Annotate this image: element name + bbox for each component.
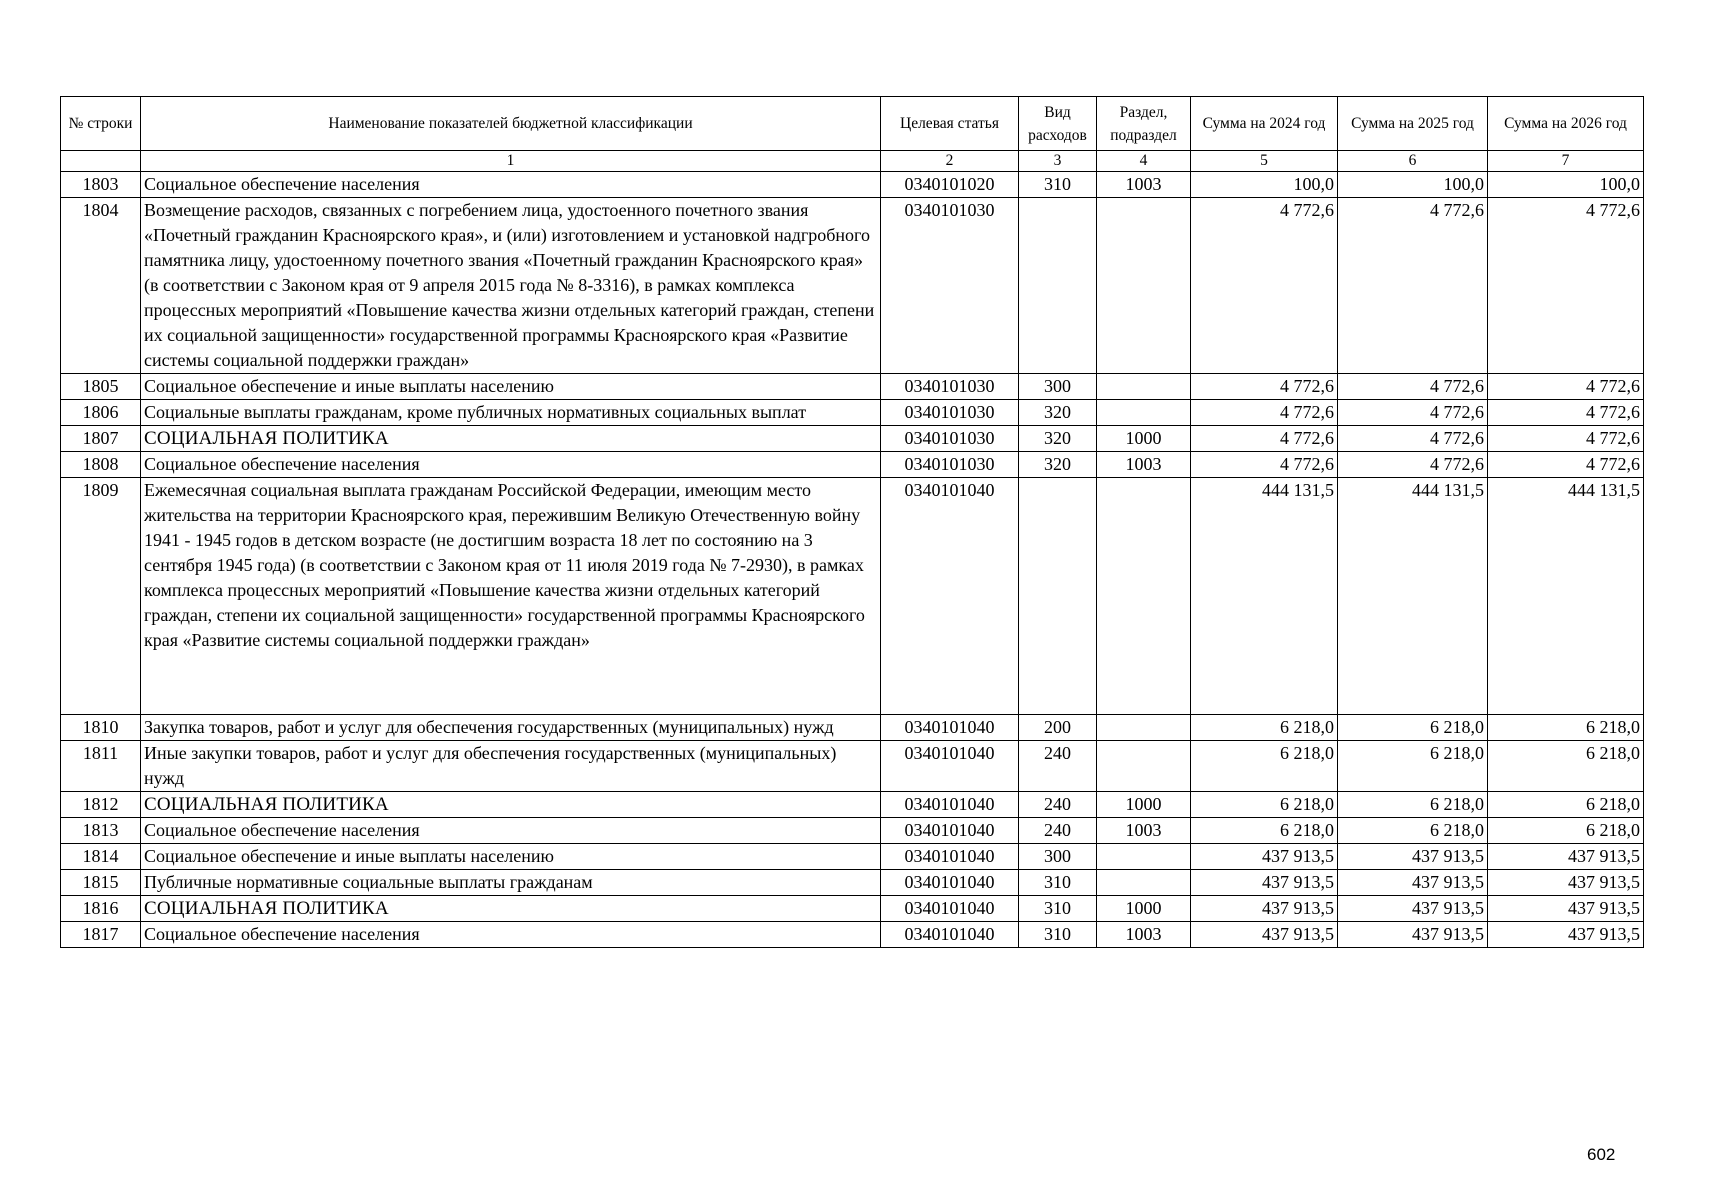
column-number: 3 xyxy=(1019,151,1097,172)
table-row xyxy=(61,172,1644,198)
row-expense-type: 300 xyxy=(1019,374,1097,400)
row-number: 1816 xyxy=(61,896,141,922)
row-expense-type: 240 xyxy=(1019,741,1097,792)
row-sum-2024: 437 913,5 xyxy=(1191,922,1338,948)
row-name: Возмещение расходов, связанных с погребением лица, удостоенного почетного звания «Почетный гражданин Красноярского края», и (или) изготовлением и установкой надгробного памятника лицу, удостоенному почетного звания «Почетный гражданин Красноярского края» (в соответствии с Законом края от 9 апреля 2015 года № 8-3316), в рамках комплекса процессных мероприятий «Повышение качества жизни отдельных категорий граждан, степени их социальной защищенности» государственной программы Красноярского края «Развитие системы социальной поддержки граждан» xyxy=(141,198,881,374)
row-number: 1805 xyxy=(61,374,141,400)
row-sum-2026: 444 131,5 xyxy=(1488,478,1644,715)
row-sum-2025: 4 772,6 xyxy=(1338,198,1488,374)
row-sum-2025: 4 772,6 xyxy=(1338,400,1488,426)
row-section xyxy=(1097,198,1191,374)
row-sum-2026: 100,0 xyxy=(1488,172,1644,198)
column-number: 7 xyxy=(1488,151,1644,172)
row-section xyxy=(1097,715,1191,741)
table-row xyxy=(61,896,1644,922)
row-target-article: 0340101020 xyxy=(881,172,1019,198)
row-section xyxy=(1097,478,1191,715)
row-target-article: 0340101030 xyxy=(881,198,1019,374)
row-sum-2024: 4 772,6 xyxy=(1191,426,1338,452)
row-number: 1814 xyxy=(61,844,141,870)
row-number: 1803 xyxy=(61,172,141,198)
row-number: 1815 xyxy=(61,870,141,896)
row-expense-type: 310 xyxy=(1019,922,1097,948)
row-sum-2026: 4 772,6 xyxy=(1488,426,1644,452)
row-target-article: 0340101040 xyxy=(881,478,1019,715)
table-row xyxy=(61,400,1644,426)
row-sum-2026: 437 913,5 xyxy=(1488,922,1644,948)
row-sum-2024: 6 218,0 xyxy=(1191,818,1338,844)
header-expense-type: Вид расходов xyxy=(1019,97,1097,151)
row-sum-2025: 4 772,6 xyxy=(1338,452,1488,478)
table-row xyxy=(61,198,1644,374)
row-expense-type: 200 xyxy=(1019,715,1097,741)
row-sum-2024: 437 913,5 xyxy=(1191,870,1338,896)
row-section: 1003 xyxy=(1097,452,1191,478)
row-expense-type: 320 xyxy=(1019,400,1097,426)
row-expense-type xyxy=(1019,478,1097,715)
row-sum-2024: 100,0 xyxy=(1191,172,1338,198)
row-section: 1000 xyxy=(1097,896,1191,922)
row-target-article: 0340101040 xyxy=(881,896,1019,922)
row-sum-2025: 6 218,0 xyxy=(1338,818,1488,844)
row-sum-2025: 100,0 xyxy=(1338,172,1488,198)
row-sum-2026: 6 218,0 xyxy=(1488,792,1644,818)
page-number: 602 xyxy=(1587,1145,1616,1164)
row-section: 1003 xyxy=(1097,172,1191,198)
table-row xyxy=(61,922,1644,948)
row-expense-type: 240 xyxy=(1019,818,1097,844)
row-sum-2024: 4 772,6 xyxy=(1191,198,1338,374)
budget-classification-table xyxy=(60,96,1644,948)
row-target-article: 0340101040 xyxy=(881,792,1019,818)
row-name: СОЦИАЛЬНАЯ ПОЛИТИКА xyxy=(141,426,881,452)
table-row xyxy=(61,426,1644,452)
row-number: 1807 xyxy=(61,426,141,452)
row-sum-2025: 6 218,0 xyxy=(1338,741,1488,792)
row-section: 1000 xyxy=(1097,792,1191,818)
row-number: 1811 xyxy=(61,741,141,792)
row-number: 1813 xyxy=(61,818,141,844)
table-row xyxy=(61,870,1644,896)
table-row xyxy=(61,452,1644,478)
row-sum-2026: 4 772,6 xyxy=(1488,400,1644,426)
row-name: Социальное обеспечение и иные выплаты населению xyxy=(141,374,881,400)
row-target-article: 0340101040 xyxy=(881,922,1019,948)
row-sum-2026: 437 913,5 xyxy=(1488,870,1644,896)
table-row xyxy=(61,792,1644,818)
row-sum-2025: 4 772,6 xyxy=(1338,374,1488,400)
row-sum-2025: 4 772,6 xyxy=(1338,426,1488,452)
header-target-article: Целевая статья xyxy=(881,97,1019,151)
column-number-blank xyxy=(61,151,141,172)
row-expense-type: 320 xyxy=(1019,426,1097,452)
column-number: 4 xyxy=(1097,151,1191,172)
row-name: Иные закупки товаров, работ и услуг для обеспечения государственных (муниципальных) нужд xyxy=(141,741,881,792)
row-section xyxy=(1097,870,1191,896)
row-number: 1809 xyxy=(61,478,141,715)
row-sum-2026: 4 772,6 xyxy=(1488,198,1644,374)
column-number: 5 xyxy=(1191,151,1338,172)
row-sum-2024: 6 218,0 xyxy=(1191,741,1338,792)
row-target-article: 0340101040 xyxy=(881,844,1019,870)
row-expense-type: 310 xyxy=(1019,172,1097,198)
row-section xyxy=(1097,844,1191,870)
row-sum-2025: 437 913,5 xyxy=(1338,922,1488,948)
row-sum-2025: 6 218,0 xyxy=(1338,715,1488,741)
column-number: 1 xyxy=(141,151,881,172)
row-name: СОЦИАЛЬНАЯ ПОЛИТИКА xyxy=(141,792,881,818)
row-number: 1808 xyxy=(61,452,141,478)
row-expense-type: 320 xyxy=(1019,452,1097,478)
row-section: 1003 xyxy=(1097,922,1191,948)
row-sum-2026: 4 772,6 xyxy=(1488,374,1644,400)
table-row xyxy=(61,741,1644,792)
row-sum-2024: 437 913,5 xyxy=(1191,896,1338,922)
row-sum-2024: 6 218,0 xyxy=(1191,715,1338,741)
row-number: 1817 xyxy=(61,922,141,948)
row-name: Ежемесячная социальная выплата гражданам Российской Федерации, имеющим место жительства на территории Красноярского края, пережившим Великую Отечественную войну 1941 - 1945 годов в детском возрасте (не достигшим возраста 18 лет по состоянию на 3 сентября 1945 года) (в соответствии с Законом края от 11 июля 2019 года № 7-2930), в рамках комплекса процессных мероприятий «Повышение качества жизни отдельных категорий граждан, степени их социальной защищенности» государственной программы Красноярского края «Развитие системы социальной поддержки граждан» xyxy=(141,478,881,715)
table-row xyxy=(61,715,1644,741)
row-sum-2025: 437 913,5 xyxy=(1338,844,1488,870)
row-number: 1804 xyxy=(61,198,141,374)
row-expense-type: 300 xyxy=(1019,844,1097,870)
header-name: Наименование показателей бюджетной классификации xyxy=(141,97,881,151)
table-header-row xyxy=(61,97,1644,151)
table-row xyxy=(61,374,1644,400)
row-target-article: 0340101040 xyxy=(881,741,1019,792)
row-sum-2024: 4 772,6 xyxy=(1191,400,1338,426)
header-section: Раздел, подраздел xyxy=(1097,97,1191,151)
table-row xyxy=(61,818,1644,844)
header-sum-2025: Сумма на 2025 год xyxy=(1338,97,1488,151)
row-section xyxy=(1097,374,1191,400)
row-sum-2025: 6 218,0 xyxy=(1338,792,1488,818)
row-name: Публичные нормативные социальные выплаты гражданам xyxy=(141,870,881,896)
row-number: 1806 xyxy=(61,400,141,426)
row-sum-2025: 437 913,5 xyxy=(1338,896,1488,922)
row-sum-2024: 444 131,5 xyxy=(1191,478,1338,715)
row-sum-2026: 437 913,5 xyxy=(1488,844,1644,870)
header-row-number: № строки xyxy=(61,97,141,151)
row-name: Закупка товаров, работ и услуг для обеспечения государственных (муниципальных) нужд xyxy=(141,715,881,741)
row-sum-2025: 444 131,5 xyxy=(1338,478,1488,715)
row-expense-type: 310 xyxy=(1019,896,1097,922)
row-sum-2025: 437 913,5 xyxy=(1338,870,1488,896)
row-name: СОЦИАЛЬНАЯ ПОЛИТИКА xyxy=(141,896,881,922)
row-name: Социальные выплаты гражданам, кроме публичных нормативных социальных выплат xyxy=(141,400,881,426)
row-sum-2026: 6 218,0 xyxy=(1488,715,1644,741)
row-name: Социальное обеспечение населения xyxy=(141,452,881,478)
row-number: 1810 xyxy=(61,715,141,741)
column-number: 2 xyxy=(881,151,1019,172)
row-target-article: 0340101040 xyxy=(881,870,1019,896)
row-target-article: 0340101030 xyxy=(881,452,1019,478)
column-number-row xyxy=(61,151,1644,172)
row-sum-2026: 4 772,6 xyxy=(1488,452,1644,478)
row-expense-type: 310 xyxy=(1019,870,1097,896)
row-sum-2026: 6 218,0 xyxy=(1488,741,1644,792)
column-number: 6 xyxy=(1338,151,1488,172)
row-sum-2026: 6 218,0 xyxy=(1488,818,1644,844)
row-target-article: 0340101030 xyxy=(881,426,1019,452)
row-sum-2024: 4 772,6 xyxy=(1191,374,1338,400)
row-sum-2024: 6 218,0 xyxy=(1191,792,1338,818)
row-target-article: 0340101040 xyxy=(881,715,1019,741)
row-sum-2024: 4 772,6 xyxy=(1191,452,1338,478)
row-target-article: 0340101030 xyxy=(881,374,1019,400)
row-target-article: 0340101030 xyxy=(881,400,1019,426)
header-sum-2026: Сумма на 2026 год xyxy=(1488,97,1644,151)
row-name: Социальное обеспечение населения xyxy=(141,818,881,844)
row-name: Социальное обеспечение и иные выплаты населению xyxy=(141,844,881,870)
header-sum-2024: Сумма на 2024 год xyxy=(1191,97,1338,151)
row-sum-2026: 437 913,5 xyxy=(1488,896,1644,922)
row-sum-2024: 437 913,5 xyxy=(1191,844,1338,870)
row-expense-type: 240 xyxy=(1019,792,1097,818)
row-name: Социальное обеспечение населения xyxy=(141,172,881,198)
table-row xyxy=(61,844,1644,870)
row-name: Социальное обеспечение населения xyxy=(141,922,881,948)
row-section: 1003 xyxy=(1097,818,1191,844)
row-section xyxy=(1097,741,1191,792)
row-section xyxy=(1097,400,1191,426)
table-row xyxy=(61,478,1644,715)
row-number: 1812 xyxy=(61,792,141,818)
row-expense-type xyxy=(1019,198,1097,374)
row-section: 1000 xyxy=(1097,426,1191,452)
row-target-article: 0340101040 xyxy=(881,818,1019,844)
